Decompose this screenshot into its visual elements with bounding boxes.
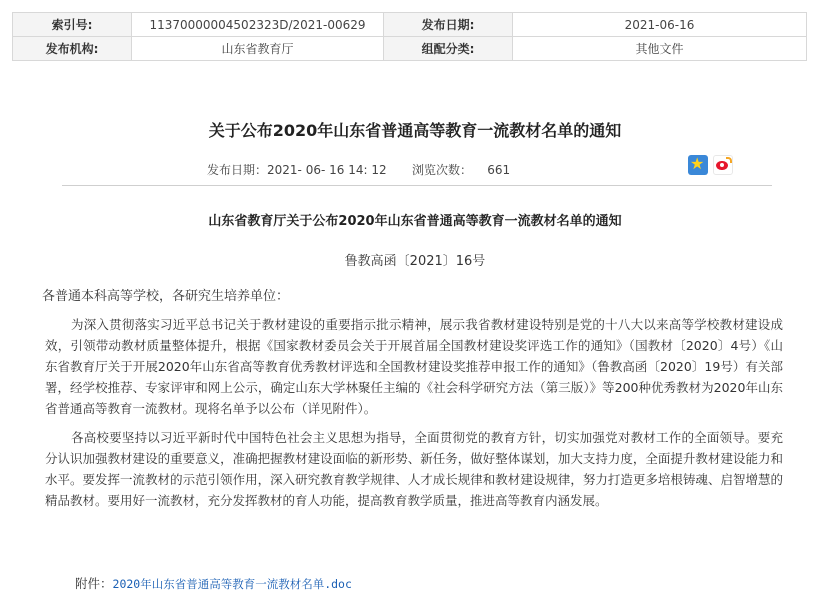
star-favorite-icon: ★ [690,154,705,173]
attachment-label: 附件： [75,576,113,591]
index-number-label: 索引号: [13,13,132,37]
index-number-value: 11370000004502323D/2021-00629 [132,13,384,37]
views-count: 661 [487,163,511,177]
category-value: 其他文件 [513,37,807,61]
article-title: 关于公布2020年山东省普通高等教育一流教材名单的通知 [208,121,622,140]
notice-subtitle: 山东省教育厅关于公布2020年山东省普通高等教育一流教材名单的通知 [208,214,622,229]
views-info [412,161,510,178]
meta-row [13,37,807,61]
publish-label: 发布日期： [207,163,268,177]
body-paragraph-1: 为深入贯彻落实习近平总书记关于教材建设的重要指示批示精神，展示我省教材建设特别是党的十八大以来高等学校教材建设成效，引领带动教材质量整体提升，根据《国家教材委员会关于开展首届全国教材建设奖评选工作的通知》（国教材〔2020〕4号）《山东省教育厅关于开展2020年山东省高等教育优秀教材评选和全国教材建设奖推荐申报工作的通知》（鲁教高函〔2020〕19号）有关部署，经学校推荐、专家评审和网上公示，确定山东大学林聚任主编的《社会科学研究方法（第三版）》等200种优秀教材为2020年山东省普通高等教育一流教材。现将名单予以公布（详见附件）。 [45,317,783,416]
category-label: 组配分类: [384,37,513,61]
publish-date-value: 2021-06-16 [513,13,807,37]
views-label: 浏览次数： [412,163,473,177]
publishing-org-value: 山东省教育厅 [132,37,384,61]
document-number: 鲁教高函〔2021〕16号 [344,254,486,269]
attachment-line [75,574,352,592]
addressee-line: 各普通本科高等学校，各研究生培养单位： [42,289,290,304]
document-meta-table [12,12,807,61]
attachment-link[interactable]: 2020年山东省普通高等教育一流教材名单.doc [112,577,352,591]
publish-info [207,161,387,178]
body-paragraph-2: 各高校要坚持以习近平新时代中国特色社会主义思想为指导，全面贯彻党的教育方针，切实加强党对教材工作的全面领导。要充分认识加强教材建设的重要意义，准确把握教材建设面临的新形势、新任务，做好整体谋划，加大支持力度，全面提升教材建设能力和水平。要发挥一流教材的示范引领作用，深入研究教育教学规律、人才成长规律和教材建设规律，努力打造更多培根铸魂、启智增慧的精品教材。要用好一流教材，充分发挥教材的育人功能，提高教育教学质量，推进高等教育内涵发展。 [45,430,783,508]
publish-datetime: 2021- 06- 16 14: 12 [267,163,387,177]
header-divider [62,185,772,186]
favorite-button[interactable] [688,155,708,175]
publish-date-label: 发布日期: [384,13,513,37]
publishing-org-label: 发布机构: [13,37,132,61]
meta-row [13,13,807,37]
weibo-share-button[interactable] [713,155,733,175]
